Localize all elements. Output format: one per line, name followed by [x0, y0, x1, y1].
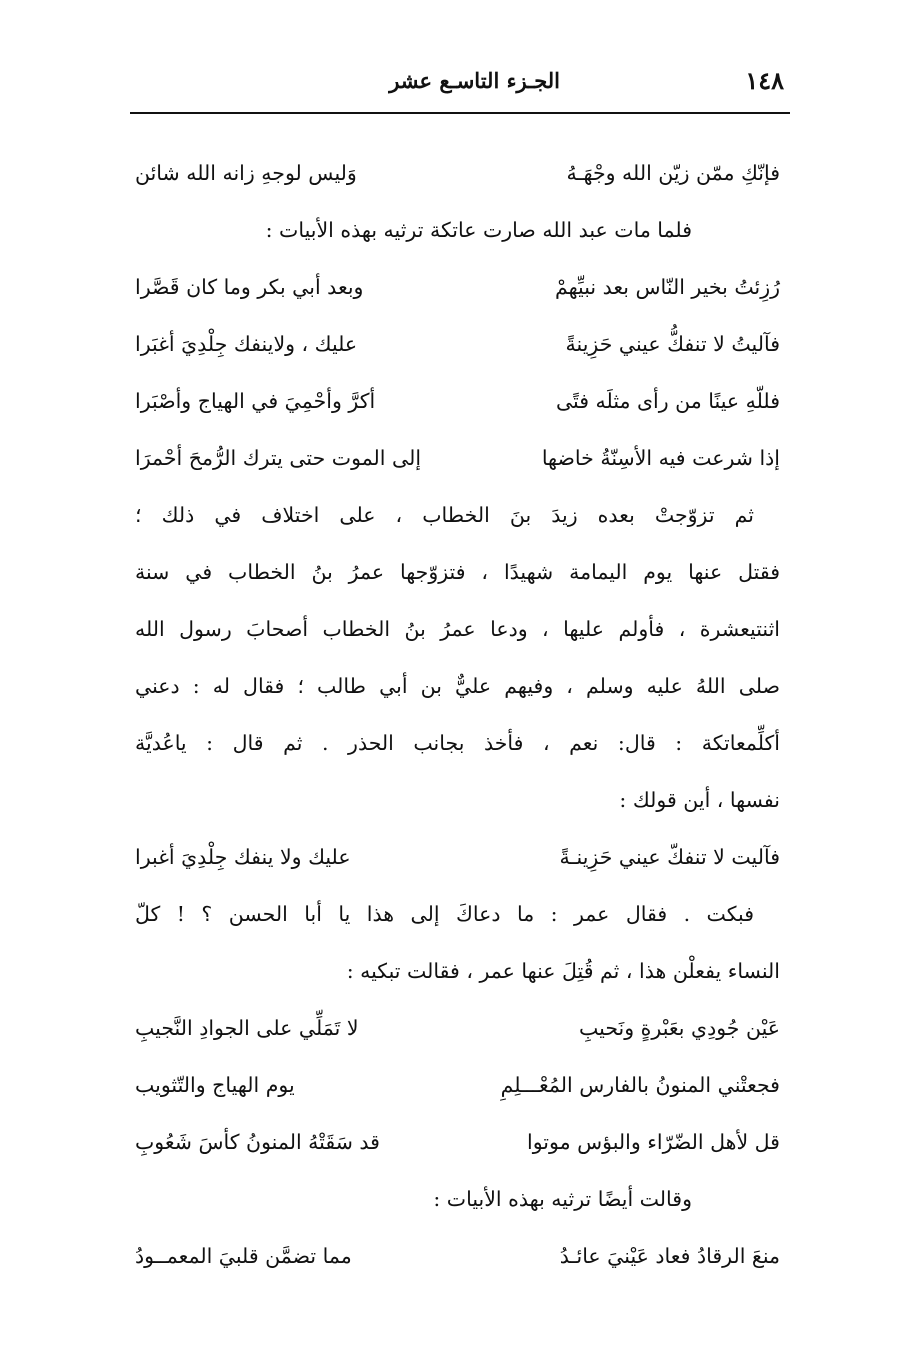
prose-line: فلما مات عبد الله صارت عاتكة ترثيه بهذه الأبيات : [265, 218, 692, 242]
prose-line: النساء يفعلْن هذا ، ثم قُتِلَ عنها عمر ، فقالت تبكيه : [346, 959, 780, 983]
verse-line [135, 1114, 780, 1171]
header-rule [130, 112, 790, 114]
verse-first-hemistich: عَيْن جُودِي بعَبْرةٍ ونَحيبِ [579, 1016, 780, 1040]
verse-second-hemistich: يوم الهياج والتّثويب [135, 1073, 295, 1097]
prose-line: اثنتيعشرة ، فأولم عليها ، ودعا عمرُ بنُ الخطاب أصحابَ رسول الله [135, 617, 780, 641]
verse-line [135, 145, 780, 202]
prose-line: وقالت أيضًا ترثيه بهذه الأبيات : [433, 1187, 692, 1211]
verse-line [135, 1228, 780, 1285]
verse-first-hemistich: فإنّكِ ممّن زيّن الله وجْهَـهُ [566, 161, 780, 185]
verse-first-hemistich: قل لأهل الضّرّاء والبؤس موتوا [527, 1130, 780, 1154]
verse-second-hemistich: مما تضمَّن قلبيَ المعمــودُ [135, 1244, 352, 1268]
verse-first-hemistich: منعَ الرقادُ فعاد عَيْنيَ عائـدُ [559, 1244, 780, 1268]
running-title: الجـزء التاسـع عشر [389, 68, 560, 93]
verse-line [135, 1000, 780, 1057]
prose-line: نفسها ، أين قولك : [619, 788, 780, 812]
verse-line [135, 430, 780, 487]
verse-first-hemistich: فآليت لا تنفكّ عيني حَزِينـةً [559, 845, 780, 869]
verse-first-hemistich: رُزِئتُ بخير النّاس بعد نبيِّهمْ [554, 275, 780, 299]
prose-line: فقتل عنها يوم اليمامة شهيدًا ، فتزوّجها عمرُ بنُ الخطاب في سنة [135, 560, 780, 584]
prose-line: فبكت . فقال عمر : ما دعاكَ إلى هذا يا أبا الحسن ؟ ! كلّ [135, 902, 754, 926]
verse-second-hemistich: عليك ولا ينفك جِلْدِيَ أغبرا [135, 845, 351, 869]
verse-line [135, 1057, 780, 1114]
page-header [130, 62, 790, 112]
verse-second-hemistich: قد سَقَتْهُ المنونُ كأسَ شَعُوبِ [135, 1130, 380, 1154]
verse-line [135, 373, 780, 430]
verse-first-hemistich: فللّهِ عينًا من رأى مثلَه فتًى [555, 389, 780, 413]
verse-second-hemistich: وبعد أبي بكر وما كان قَصَّرا [135, 275, 364, 299]
verse-first-hemistich: فجعتْني المنونُ بالفارس المُعْـــلِمِ [500, 1073, 780, 1097]
verse-second-hemistich: إلى الموت حتى يترك الرُّمحَ أحْمرَا [135, 446, 422, 470]
prose-line: صلى اللهُ عليه وسلم ، وفيهم عليٌّ بن أبي طالب ؛ فقال له : دعني [135, 674, 780, 698]
verse-second-hemistich: أكرَّ وأحْمِيَ في الهياج وأصْبَرا [135, 389, 376, 413]
prose-line: أكلِّمعاتكة : قال: نعم ، فأخذ بجانب الحذر . ثم قال : ياعُديَّة [135, 731, 780, 755]
prose-line: ثم تزوّجتْ بعده زيدَ بنَ الخطاب ، على اختلاف في ذلك ؛ [135, 503, 754, 527]
verse-line [135, 259, 780, 316]
verse-line [135, 316, 780, 373]
verse-first-hemistich: فآليتُ لا تنفكُّ عيني حَزِينةً [565, 332, 780, 356]
verse-second-hemistich: عليك ، ولاينفك جِلْدِيَ أغبَرا [135, 332, 358, 356]
verse-second-hemistich: لا تَمَلِّي على الجوادِ النَّجيبِ [135, 1016, 359, 1040]
verse-first-hemistich: إذا شرعت فيه الأسِنّةُ خاضها [541, 446, 780, 470]
page-number: ١٤٨ [745, 66, 784, 95]
page-body [135, 145, 780, 1285]
verse-second-hemistich: وَليس لوجهِ زانه الله شائن [135, 161, 357, 185]
verse-line [135, 829, 780, 886]
